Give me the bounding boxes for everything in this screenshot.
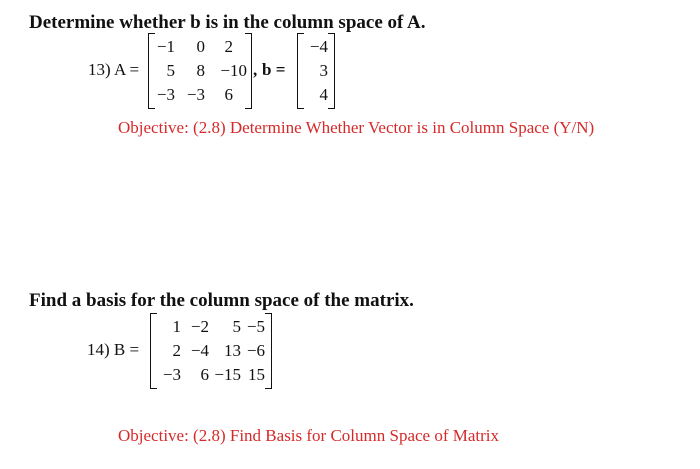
matrix-b-cell: −15 <box>214 365 241 384</box>
problem-14-heading: Find a basis for the column space of the matrix. <box>29 290 414 311</box>
vector-b <box>297 33 335 109</box>
matrix-b-cell: 6 <box>200 365 209 384</box>
matrix-separator-comma: , <box>253 60 258 79</box>
matrix-b-cell: −6 <box>246 341 265 360</box>
matrix-b-cell: −4 <box>190 341 209 360</box>
vector-b-cell: −4 <box>309 37 328 56</box>
matrix-b-cell: −2 <box>190 317 209 336</box>
problem-13-label-a: 13) A = <box>88 60 140 79</box>
matrix-b-cell: 2 <box>172 341 181 360</box>
matrix-b-cell: 13 <box>224 341 241 360</box>
matrix-b-cell: 1 <box>172 317 181 336</box>
matrix-b-cell: −3 <box>162 365 181 384</box>
problem-14-objective: Objective: (2.8) Find Basis for Column Space of Matrix <box>118 426 500 445</box>
matrix-a-cell: 2 <box>224 37 233 56</box>
matrix-a-cell: 8 <box>196 61 205 80</box>
vector-b-cell: 3 <box>319 61 328 80</box>
matrix-a-cell: 5 <box>166 61 175 80</box>
matrix-a-cell: −10 <box>220 61 247 80</box>
matrix-b <box>150 313 272 389</box>
matrix-a-cell: −1 <box>156 37 175 56</box>
matrix-a-cell: −3 <box>156 85 175 104</box>
matrix-a-cell: −3 <box>186 85 205 104</box>
matrix-b-cell: 15 <box>248 365 265 384</box>
matrix-b-cell: −5 <box>246 317 265 336</box>
problem-14-label-b: 14) B = <box>87 340 140 359</box>
matrix-a <box>148 33 252 109</box>
problem-13-label-b: b = <box>262 60 286 79</box>
matrix-b-cell: 5 <box>232 317 241 336</box>
problem-13-objective: Objective: (2.8) Determine Whether Vector is in Column Space (Y/N) <box>118 118 595 137</box>
vector-b-cell: 4 <box>319 85 328 104</box>
problem-13-heading: Determine whether b is in the column space of A. <box>29 12 426 33</box>
matrix-a-cell: 0 <box>196 37 205 56</box>
matrix-a-cell: 6 <box>224 85 233 104</box>
